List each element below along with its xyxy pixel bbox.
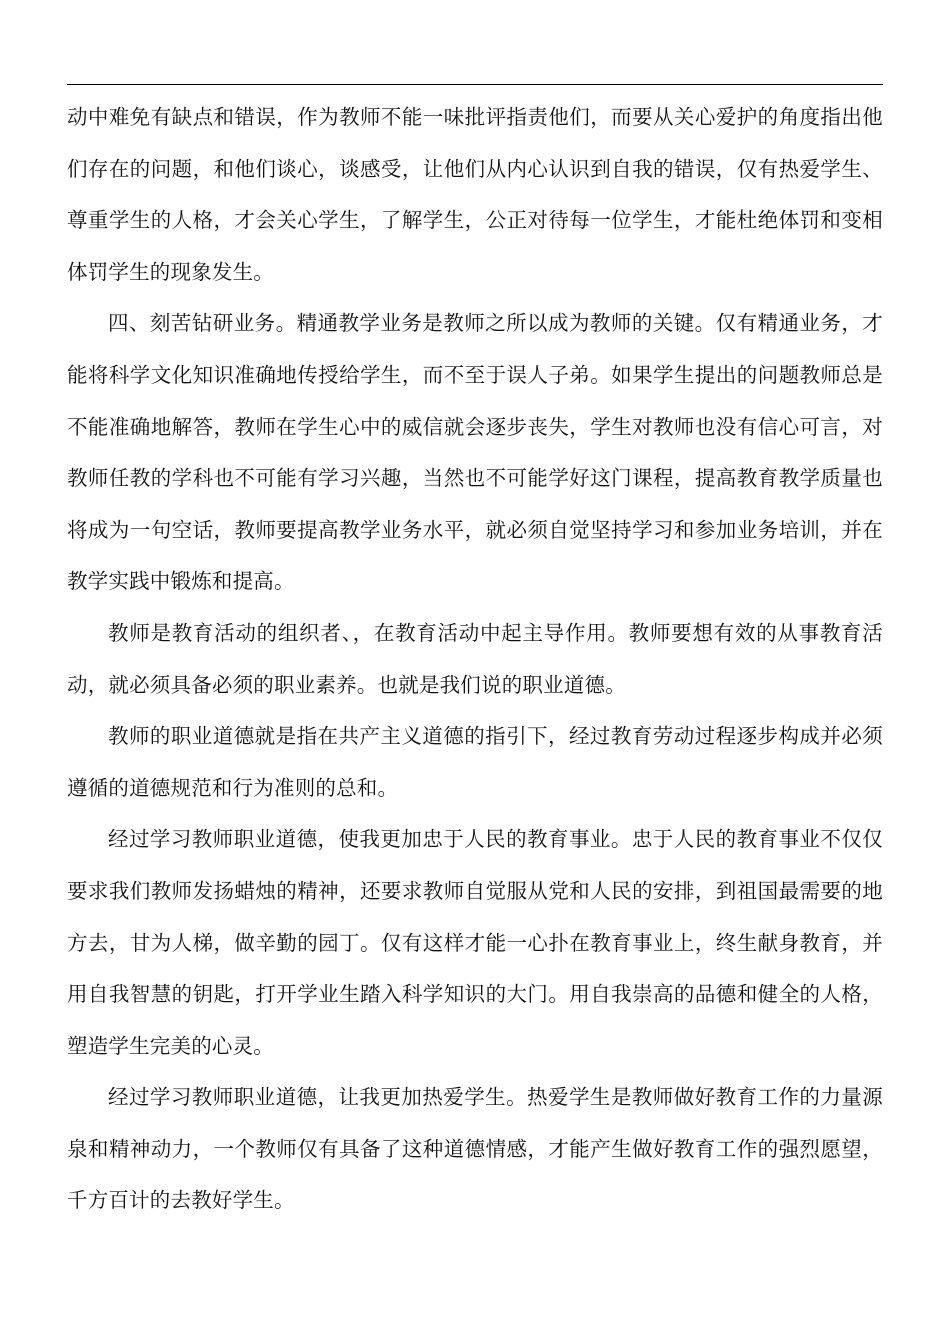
header-rule: [67, 84, 883, 85]
paragraph-4: 教师的职业道德就是指在共产主义道德的指引下，经过教育劳动过程逐步构成并必须遵循的道德规范和行为准则的总和。: [67, 724, 883, 800]
body-text: [67, 92, 883, 1227]
paragraph-2: 四、刻苦钻研业务。精通教学业务是教师之所以成为教师的关键。仅有精通业务，才能将科学文化知识准确地传授给学生，而不至于误人子弟。如果学生提出的问题教师总是不能准确地解答，教师在学生心中的威信就会逐步丧失，学生对教师也没有信心可言，对教师任教的学科也不可能有学习兴趣，当然也不可能学好这门课程，提高教育教学质量也将成为一句空话，教师要提高教学业务水平，就必须自觉坚持学习和参加业务培训，并在教学实践中锻炼和提高。: [67, 311, 883, 594]
paragraph-3: 教师是教育活动的组织者、，在教育活动中起主导作用。教师要想有效的从事教育活动，就必须具备必须的职业素养。也就是我们说的职业道德。: [67, 620, 883, 697]
paragraph-1: 动中难免有缺点和错误，作为教师不能一味批评指责他们，而要从关心爱护的角度指出他们存在的问题，和他们谈心，谈感受，让他们从内心认识到自我的错误，仅有热爱学生、尊重学生的人格，才会关心学生，了解学生，公正对待每一位学生，才能杜绝体罚和变相体罚学生的现象发生。: [67, 105, 883, 284]
paragraph-6: 经过学习教师职业道德，让我更加热爱学生。热爱学生是教师做好教育工作的力量源泉和精神动力，一个教师仅有具备了这种道德情感，才能产生做好教育工作的强烈愿望，千方百计的去教好学生。: [67, 1085, 883, 1213]
paragraph-5: 经过学习教师职业道德，使我更加忠于人民的教育事业。忠于人民的教育事业不仅仅要求我们教师发扬蜡烛的精神，还要求教师自觉服从党和人民的安排，到祖国最需要的地方去，甘为人梯，做辛勤的园丁。仅有这样才能一心扑在教育事业上，终生献身教育，并用自我智慧的钥匙，打开学业生踏入科学知识的大门。用自我崇高的品德和健全的人格，塑造学生完美的心灵。: [67, 827, 883, 1058]
